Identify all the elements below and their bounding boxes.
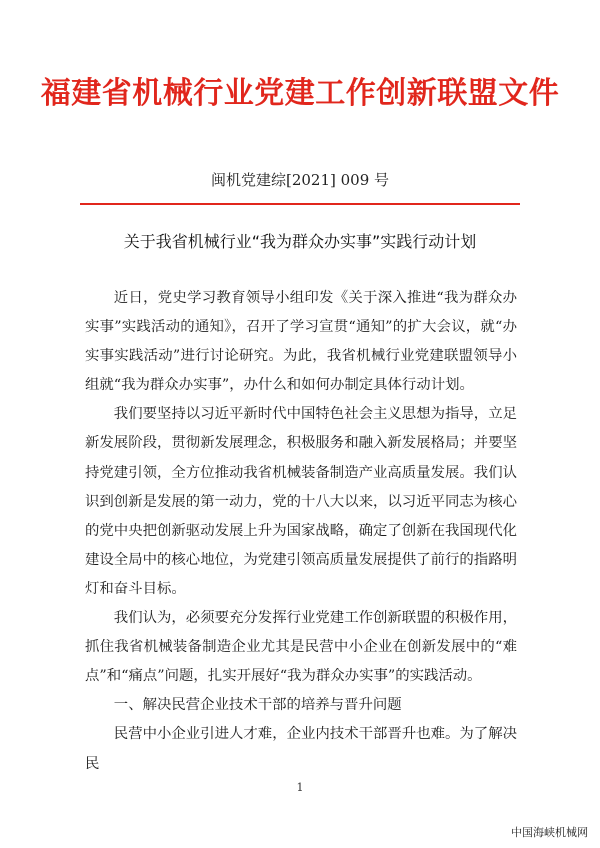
header-title: 福建省机械行业党建工作创新联盟文件 [40,76,560,111]
page-number: 1 [296,781,304,794]
site-watermark: 中国海峡机械网 [511,826,588,839]
document-number: 闽机党建综[2021] 009 号 [210,171,390,189]
section-heading: 一、解决民营企业技术干部的培养与晋升问题 [113,697,402,714]
body-paragraph: 民营中小企业引进人才难，企业内技术干部晋升也难。为了解决民 [85,726,517,772]
document-title: 关于我省机械行业“我为群众办实事”实践行动计划 [123,232,477,251]
red-divider-line [80,203,520,205]
body-paragraph: 我们认为，必须要充分发挥行业党建工作创新联盟的积极作用，抓住我省机械装备制造企业尤其是民营中小企业在创新发展中的“难点”和“痛点”问题，扎实开展好“我为群众办实事”的实践活动。 [85,610,517,685]
document-body [85,284,517,779]
body-paragraph: 我们要坚持以习近平新时代中国特色社会主义思想为指导，立足新发展阶段，贯彻新发展理念，积极服务和融入新发展格局；并要坚持党建引领，全方位推动我省机械装备制造产业高质量发展。我们认识到创新是发展的第一动力，党的十八大以来，以习近平同志为核心的党中央把创新驱动发展上升为国家战略，确定了创新在我国现代化建设全局中的核心地位，为党建引领高质量发展提供了前行的指路明灯和奋斗目标。 [85,406,517,597]
body-paragraph: 近日，党史学习教育领导小组印发《关于深入推进“我为群众办实事”实践活动的通知》，召开了学习宣贯“通知”的扩大会议，就“办实事实践活动”进行讨论研究。为此，我省机械行业党建联盟领导小组就“我为群众办实事”，办什么和如何办制定具体行动计划。 [85,290,517,394]
